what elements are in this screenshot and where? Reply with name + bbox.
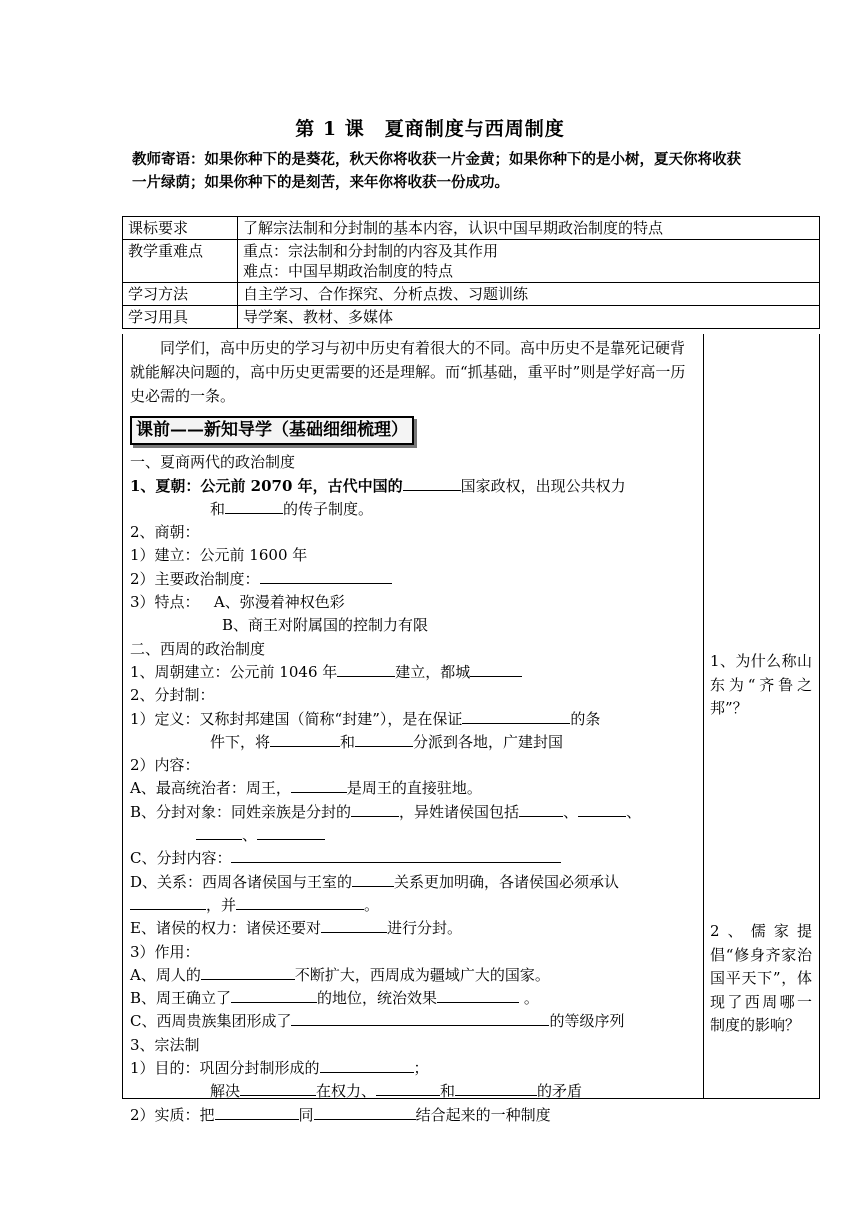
line-text: 。 — [523, 989, 539, 1008]
line-text: 1）目的：巩固分封制形成的 — [130, 1059, 320, 1078]
line-text: 2）主要政治制度： — [130, 569, 260, 588]
line-text: ，并 — [206, 895, 237, 914]
line-text: ，异姓诸侯国包括 — [399, 802, 520, 821]
line-text: 和 — [210, 499, 226, 518]
line-text: 不断扩大，西周成为疆域广大的国家。 — [294, 965, 550, 984]
line-text: 、 — [563, 802, 579, 821]
line-text: 关系更加明确，各诸侯国必须承认 — [394, 872, 620, 891]
info-value — [238, 240, 820, 283]
line-text: B、分封对象：同姓亲族是分封的 — [130, 802, 352, 821]
info-key: 课标要求 — [123, 217, 238, 240]
blank-field[interactable] — [215, 1104, 299, 1120]
info-row-standard — [123, 217, 820, 240]
side-question-1: 1、为什么称山东为“齐鲁之邦”？ — [710, 652, 812, 717]
blank-field[interactable] — [519, 801, 563, 817]
line-text: C、分封内容： — [130, 849, 232, 868]
blank-field[interactable] — [201, 964, 295, 980]
blank-field[interactable] — [270, 731, 340, 747]
blank-field[interactable] — [470, 661, 522, 677]
line-text: A、最高统治者：周王， — [130, 779, 291, 798]
line-text: D、关系：西周各诸侯国与王室的 — [130, 872, 353, 891]
teacher-motto — [132, 148, 742, 194]
line-text: 在权力、 — [316, 1082, 377, 1101]
line-text: C、西周贵族集团形成了 — [130, 1012, 292, 1031]
blank-field[interactable] — [355, 731, 413, 747]
line-text: B、周王确立了 — [130, 989, 232, 1008]
blank-field[interactable] — [321, 917, 387, 933]
blank-field[interactable] — [196, 824, 242, 840]
blank-field[interactable] — [231, 847, 561, 863]
line-text: 3）特点： — [130, 593, 200, 612]
line-text: 2、商朝： — [130, 523, 200, 542]
line-text: 的传子制度。 — [283, 499, 374, 518]
blank-field[interactable] — [403, 475, 461, 491]
line-text: 2）内容： — [130, 756, 200, 775]
line-text: B、商王对附属国的控制力有限 — [222, 616, 429, 635]
line-text: ； — [413, 1059, 429, 1078]
line-text: 1）定义：又称封邦建国（简称“封建”），是在保证 — [130, 709, 463, 728]
line-text: 的地位，统治效果 — [317, 989, 438, 1008]
blank-field[interactable] — [291, 1010, 549, 1026]
line-text: 同 — [298, 1105, 314, 1124]
line-text: 3）作用： — [130, 942, 200, 961]
blank-field[interactable] — [291, 777, 347, 793]
info-key: 学习用具 — [123, 306, 238, 329]
line-text: 分派到各地，广建封国 — [413, 732, 564, 751]
info-key: 教学重难点 — [123, 240, 238, 283]
difficulty-line: 难点：中国早期政治制度的特点 — [243, 262, 454, 280]
line-text: 的条 — [570, 709, 601, 728]
line-text: 2）实质：把 — [130, 1105, 215, 1124]
main-content — [130, 336, 696, 1127]
heading-western-zhou: 二、西周的政治制度 — [130, 639, 266, 658]
line-text: 的等级序列 — [549, 1012, 625, 1031]
course-info-table — [122, 216, 820, 329]
blank-field[interactable] — [314, 1104, 416, 1120]
blank-field[interactable] — [337, 661, 395, 677]
blank-field[interactable] — [462, 708, 570, 724]
blank-field[interactable] — [225, 498, 283, 514]
line-text: 是周王的直接驻地。 — [346, 779, 482, 798]
info-value: 了解宗法制和分封制的基本内容，认识中国早期政治制度的特点 — [238, 217, 820, 240]
line-text: 3、宗法制 — [130, 1035, 200, 1054]
motto-text: 如果你种下的是葵花，秋天你将收获一片金黄；如果你种下的是小树，夏天你将收获一片绿荫；如果你种下的是刻苦，来年你将收获一份成功。 — [132, 151, 741, 191]
blank-field[interactable] — [376, 1080, 440, 1096]
blank-field[interactable] — [240, 1080, 316, 1096]
line-text: A、周人的 — [130, 965, 201, 984]
info-row-focus — [123, 240, 820, 283]
line-text: 1、周朝建立：公元前 1046 年 — [130, 662, 338, 681]
info-key: 学习方法 — [123, 283, 238, 306]
line-text: 和 — [440, 1082, 456, 1101]
blank-field[interactable] — [351, 801, 399, 817]
line-text: E、诸侯的权力：诸侯还要对 — [130, 919, 321, 938]
info-row-method — [123, 283, 820, 306]
line-text: 、 — [626, 802, 642, 821]
line-text: 解决 — [210, 1082, 241, 1101]
blank-field[interactable] — [130, 894, 206, 910]
info-row-tools — [123, 306, 820, 329]
side-question-2: 2、儒家提倡“修身齐家治国平天下”，体现了西周哪一制度的影响？ — [710, 922, 812, 1034]
blank-field[interactable] — [352, 871, 394, 887]
heading-xia-shang: 一、夏商两代的政治制度 — [130, 453, 296, 472]
info-value: 导学案、教材、多媒体 — [238, 306, 820, 329]
focus-line: 重点：宗法制和分封制的内容及其作用 — [243, 242, 499, 260]
motto-label: 教师寄语： — [132, 151, 205, 168]
line-text: 进行分封。 — [386, 919, 462, 938]
line-text: 1）建立：公元前 1600 年 — [130, 546, 308, 565]
line-text: 建立，都城 — [395, 662, 471, 681]
blank-field[interactable] — [260, 568, 392, 584]
line-text: 。 — [364, 895, 380, 914]
page-title: 第 1 课 夏商制度与西周制度 — [295, 118, 565, 140]
line-text: 2、分封制： — [130, 686, 215, 705]
line-text: 、 — [242, 826, 258, 845]
line-text: A、弥漫着神权色彩 — [213, 593, 345, 612]
line-text: 件下，将 — [210, 732, 271, 751]
blank-field[interactable] — [578, 801, 626, 817]
section-title: 课前——新知导学（基础细细梳理） — [130, 416, 414, 445]
line-text: 和 — [340, 732, 356, 751]
line-text: 的矛盾 — [537, 1082, 583, 1101]
blank-field[interactable] — [257, 824, 325, 840]
info-value: 自主学习、合作探究、分析点拨、习题训练 — [238, 283, 820, 306]
line-text: 结合起来的一种制度 — [415, 1105, 551, 1124]
line-text: 国家政权，出现公共权力 — [460, 476, 626, 495]
blank-field[interactable] — [437, 987, 519, 1003]
intro-paragraph: 同学们，高中历史的学习与初中历史有着很大的不同。高中历史不是靠死记硬背就能解决问题的，高中历史更需要的还是理解。而“抓基础，重平时”则是学好高一历史必需的一条。 — [130, 339, 686, 405]
blank-field[interactable] — [231, 987, 317, 1003]
line-text: 1、夏朝：公元前 2070 年，古代中国的 — [130, 476, 403, 495]
blank-field[interactable] — [320, 1057, 414, 1073]
blank-field[interactable] — [236, 894, 364, 910]
blank-field[interactable] — [455, 1080, 537, 1096]
